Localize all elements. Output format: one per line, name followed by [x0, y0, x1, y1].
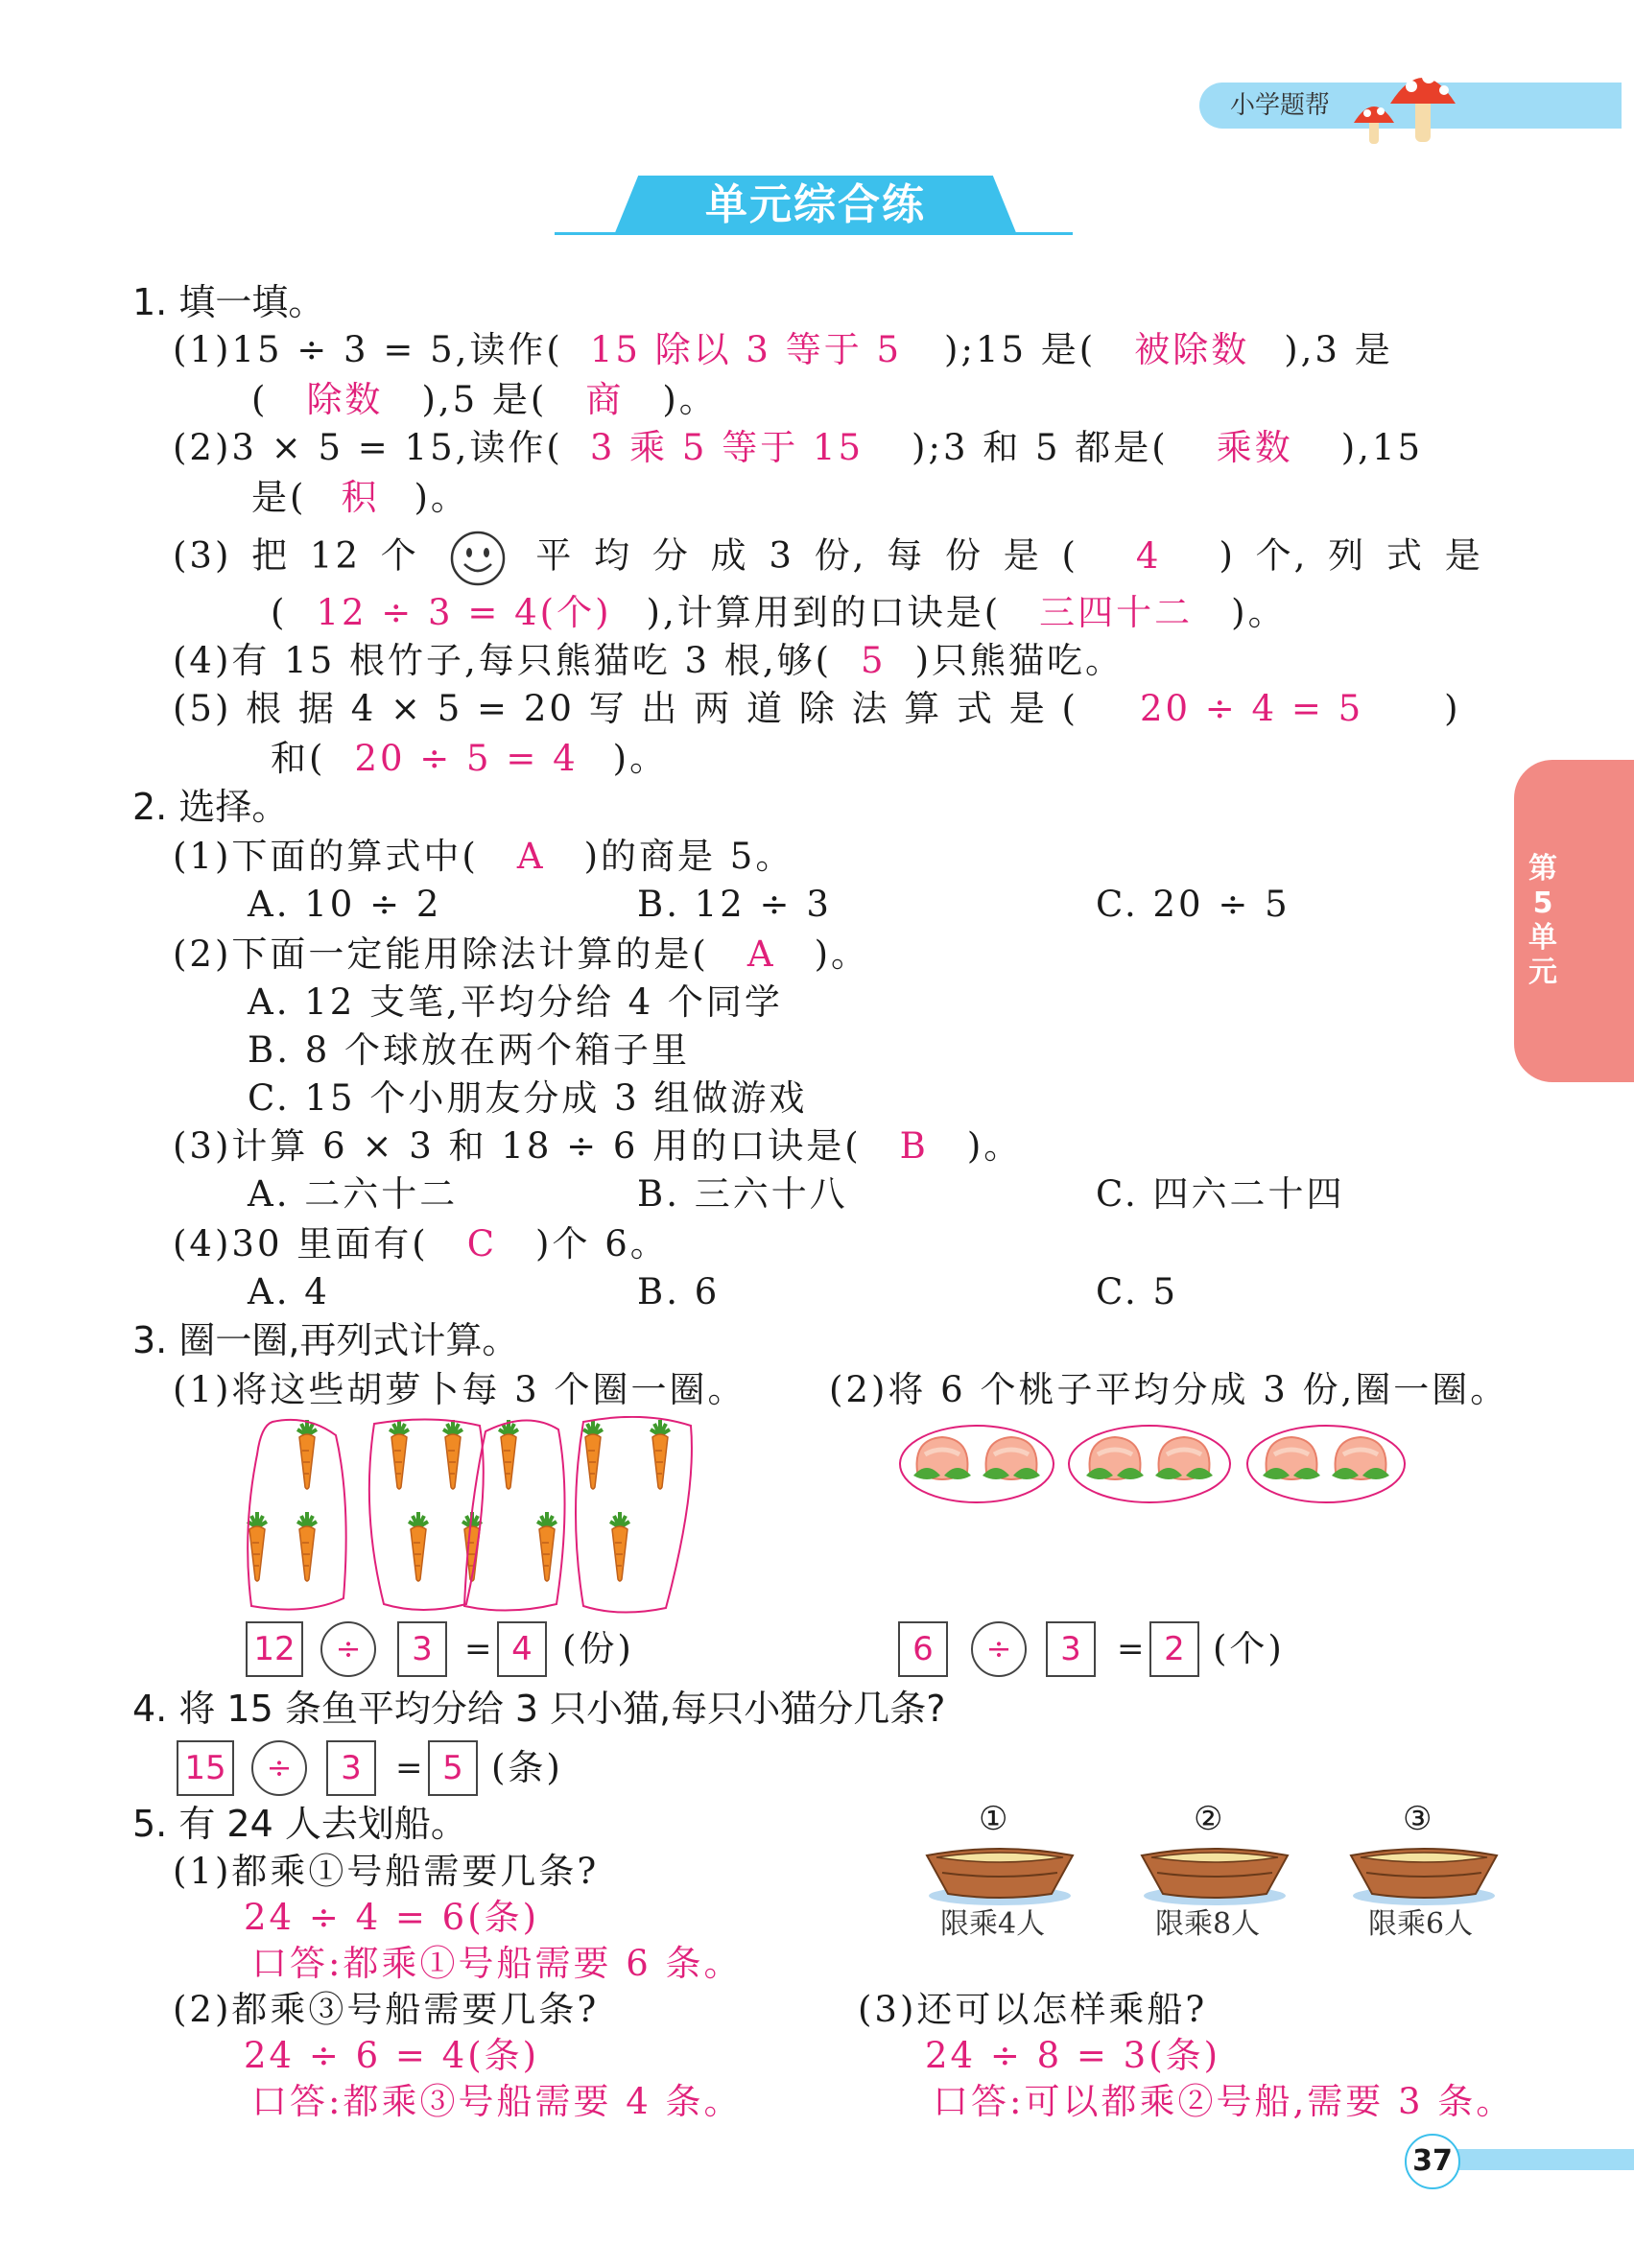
boat-1-number: ① — [979, 1800, 1008, 1838]
boat-icon — [1138, 1838, 1291, 1907]
boat-2-number: ② — [1194, 1800, 1223, 1838]
q2-s4: (4)30 里面有( C )个 6。 — [173, 1223, 669, 1264]
q5-s1-question: (1)都乘①号船需要几条? — [173, 1851, 600, 1892]
boat-1-label: 限乘4人 — [940, 1907, 1046, 1941]
q5-s3-answer: 口答:可以都乘②号船,需要 3 条。 — [933, 2081, 1515, 2122]
q4-eq-equals: = — [395, 1749, 423, 1787]
page-title: 单元综合练 — [705, 180, 926, 229]
carrots-illustration — [240, 1416, 700, 1618]
q2-s2: (2)下面一定能用除法计算的是( A )。 — [173, 933, 870, 975]
q1-p1-line2: ( 除数 ),5 是( 商 )。 — [251, 379, 718, 420]
header-brand: 小学题帮 — [1230, 91, 1331, 120]
q5-s3-question: (3)还可以怎样乘船? — [858, 1989, 1208, 2030]
q4-eq-box-3: 5 — [428, 1740, 478, 1796]
boat-3-label: 限乘6人 — [1368, 1907, 1474, 1941]
q5-s1-calc: 24 ÷ 4 = 6(条) — [244, 1897, 540, 1938]
q1-p2-line1: (2)3 × 5 = 15,读作( 3 乘 5 等于 15 );3 和 5 都是( 乘数 ),15 — [173, 427, 1424, 468]
peaches-illustration — [898, 1422, 1416, 1508]
q3-s1-eq-unit: (份) — [562, 1628, 634, 1669]
q3-s1-eq-op: ÷ — [320, 1621, 376, 1677]
q2-s2-opt-b: B. 8 个球放在两个箱子里 — [248, 1029, 691, 1071]
q1-p3-line2: ( 12 ÷ 3 = 4(个) ),计算用到的口诀是( 三四十二 )。 — [271, 592, 1287, 633]
q2-s1-opt-b: B. 12 ÷ 3 — [637, 884, 832, 925]
q1-p4: (4)有 15 根竹子,每只熊猫吃 3 根,够( 5 )只熊猫吃。 — [173, 640, 1125, 681]
boat-icon — [923, 1838, 1077, 1907]
q1-p5-line1: (5) 根 据 4 × 5 = 20 写 出 两 道 除 法 算 式 是 ( 20 ÷ 4 = 5 ) — [173, 688, 1461, 729]
q2-s1: (1)下面的算式中( A )的商是 5。 — [173, 836, 794, 877]
q3-s2-label: (2)将 6 个桃子平均分成 3 份,圈一圈。 — [829, 1369, 1509, 1410]
q2-s1-opt-c: C. 20 ÷ 5 — [1096, 884, 1291, 925]
q5-s3-calc: 24 ÷ 8 = 3(条) — [925, 2035, 1221, 2076]
q3-s2-eq-equals: = — [1117, 1630, 1145, 1668]
mushroom-icon — [1348, 58, 1463, 150]
q5-s1-answer: 口答:都乘①号船需要 6 条。 — [251, 1943, 743, 1984]
q5-s2-calc: 24 ÷ 6 = 4(条) — [244, 2035, 540, 2076]
page-number: 37 — [1405, 2134, 1460, 2189]
smiley-icon — [449, 530, 507, 587]
boat-3-number: ③ — [1403, 1800, 1433, 1838]
q4-title: 4. 将 15 条鱼平均分给 3 只小猫,每只小猫分几条? — [132, 1688, 946, 1730]
q5-s2-question: (2)都乘③号船需要几条? — [173, 1989, 600, 2030]
q4-eq-op: ÷ — [251, 1740, 307, 1796]
boat-1 — [923, 1800, 1077, 1944]
q1-p1-line1: (1)15 ÷ 3 = 5,读作( 15 除以 3 等于 5 );15 是( 被除数 ),3 是 — [173, 329, 1393, 370]
q3-s2-eq-box-3: 2 — [1149, 1621, 1199, 1677]
q1-p5-line2: 和( 20 ÷ 5 = 4 )。 — [271, 738, 669, 779]
q3-s1-eq-box-2: 3 — [397, 1621, 447, 1677]
q3-s2-eq-box-1: 6 — [898, 1621, 948, 1677]
q2-s4-opt-b: B. 6 — [637, 1271, 721, 1312]
q3-title: 3. 圈一圈,再列式计算。 — [132, 1319, 519, 1361]
q1-title: 1. 填一填。 — [132, 281, 325, 323]
q3-s2-eq-unit: (个) — [1213, 1628, 1285, 1669]
q2-s2-opt-a: A. 12 支笔,平均分给 4 个同学 — [248, 981, 783, 1023]
q2-s3: (3)计算 6 × 3 和 18 ÷ 6 用的口诀是( B )。 — [173, 1125, 1023, 1167]
q3-s1-eq-equals: = — [464, 1630, 492, 1668]
footer-bar — [1439, 2149, 1634, 2170]
side-tab-label: 第5单元 — [1528, 852, 1557, 989]
q2-s3-opt-a: A. 二六十二 — [248, 1173, 459, 1215]
q2-title: 2. 选择。 — [132, 786, 289, 828]
q3-s2-eq-op: ÷ — [971, 1621, 1027, 1677]
q4-eq-box-1: 15 — [177, 1740, 234, 1796]
q5-title: 5. 有 24 人去划船。 — [132, 1803, 467, 1845]
boat-icon — [1347, 1838, 1501, 1907]
q3-s1-eq-box-3: 4 — [497, 1621, 547, 1677]
q4-eq-unit: (条) — [491, 1747, 563, 1788]
q2-s2-opt-c: C. 15 个小朋友分成 3 组做游戏 — [248, 1077, 808, 1119]
boat-2-label: 限乘8人 — [1155, 1907, 1261, 1941]
boat-2 — [1138, 1800, 1291, 1944]
q5-s2-answer: 口答:都乘③号船需要 4 条。 — [251, 2081, 743, 2122]
q3-s1-eq-box-1: 12 — [246, 1621, 303, 1677]
q2-s3-opt-c: C. 四六二十四 — [1096, 1173, 1345, 1215]
q2-s4-opt-c: C. 5 — [1096, 1271, 1179, 1312]
q2-s4-opt-a: A. 4 — [248, 1271, 330, 1312]
boat-3 — [1347, 1800, 1501, 1944]
q4-eq-box-2: 3 — [326, 1740, 376, 1796]
q2-s1-opt-a: A. 10 ÷ 2 — [248, 884, 442, 925]
q1-p2-line2: 是( 积 )。 — [251, 477, 469, 518]
q2-s3-opt-b: B. 三六十八 — [637, 1173, 848, 1215]
q1-p3-line1: (3) 把 12 个 平 均 分 成 3 份, 每 份 是 ( 4 ) 个, 列 式 是 — [173, 530, 1483, 587]
q3-s1-label: (1)将这些胡萝卜每 3 个圈一圈。 — [173, 1369, 746, 1410]
q3-s2-eq-box-2: 3 — [1046, 1621, 1096, 1677]
